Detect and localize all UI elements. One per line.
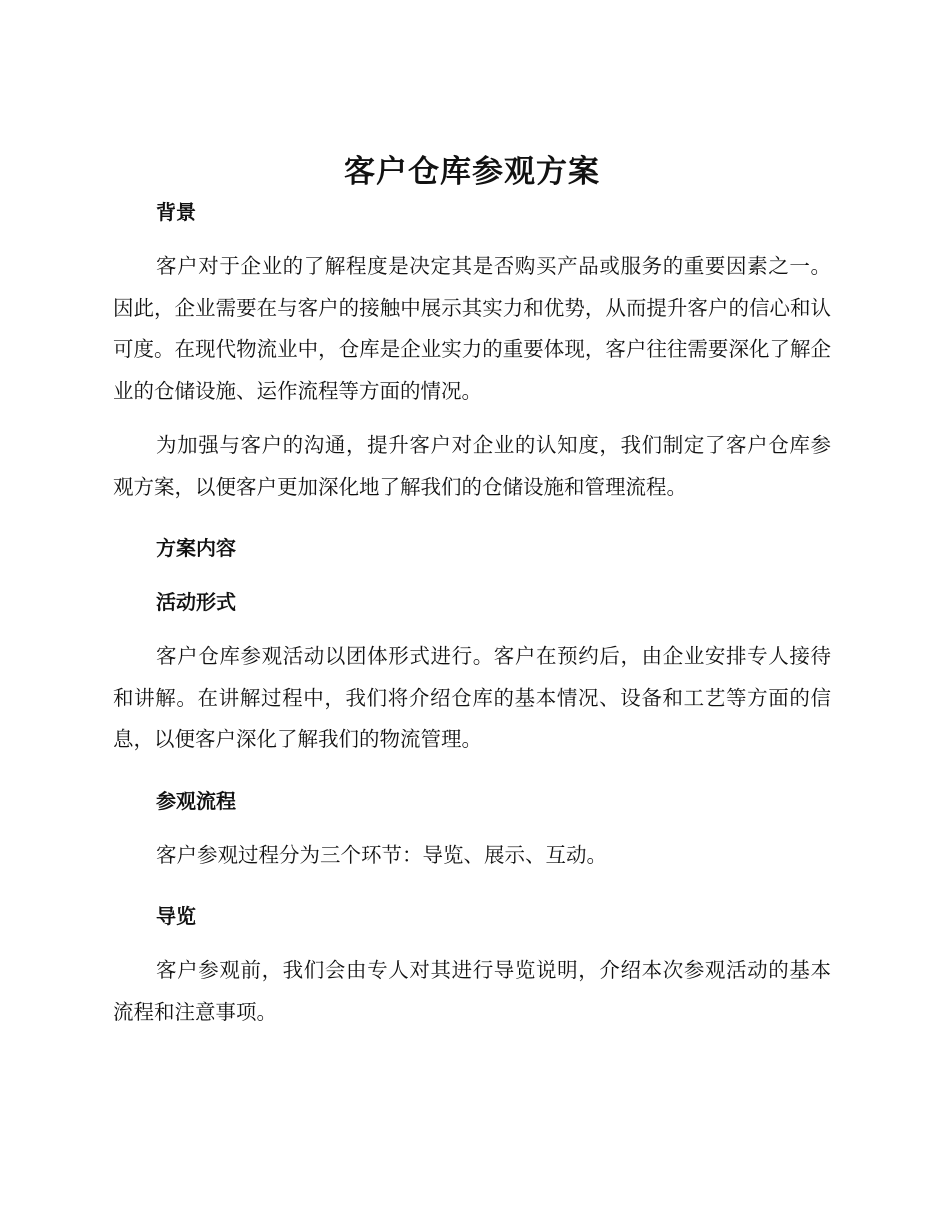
paragraph-visit-process: 客户参观过程分为三个环节：导览、展示、互动。 (156, 842, 607, 867)
document-page (113, 150, 831, 1033)
document-title: 客户仓库参观方案 (344, 154, 600, 190)
paragraph-background-2: 为加强与客户的沟通，提升客户对企业的认知度，我们制定了客户仓库参观方案，以便客户更加深化地了解我们的仓储设施和管理流程。 (113, 433, 831, 499)
heading-plan-content: 方案内容 (156, 536, 236, 560)
paragraph-guided-tour: 客户参观前，我们会由专人对其进行导览说明，介绍本次参观活动的基本流程和注意事项。 (113, 958, 831, 1024)
heading-background: 背景 (156, 200, 196, 224)
heading-guided-tour: 导览 (156, 904, 196, 928)
paragraph-background-1: 客户对于企业的了解程度是决定其是否购买产品或服务的重要因素之一。因此，企业需要在与客户的接触中展示其实力和优势，从而提升客户的信心和认可度。在现代物流业中，仓库是企业实力的重要体现，客户往往需要深化了解企业的仓储设施、运作流程等方面的情况。 (113, 254, 831, 403)
paragraph-activity-format: 客户仓库参观活动以团体形式进行。客户在预约后，由企业安排专人接待和讲解。在讲解过程中，我们将介绍仓库的基本情况、设备和工艺等方面的信息，以便客户深化了解我们的物流管理。 (113, 644, 831, 751)
heading-visit-process: 参观流程 (156, 788, 236, 813)
heading-activity-format: 活动形式 (156, 590, 236, 614)
